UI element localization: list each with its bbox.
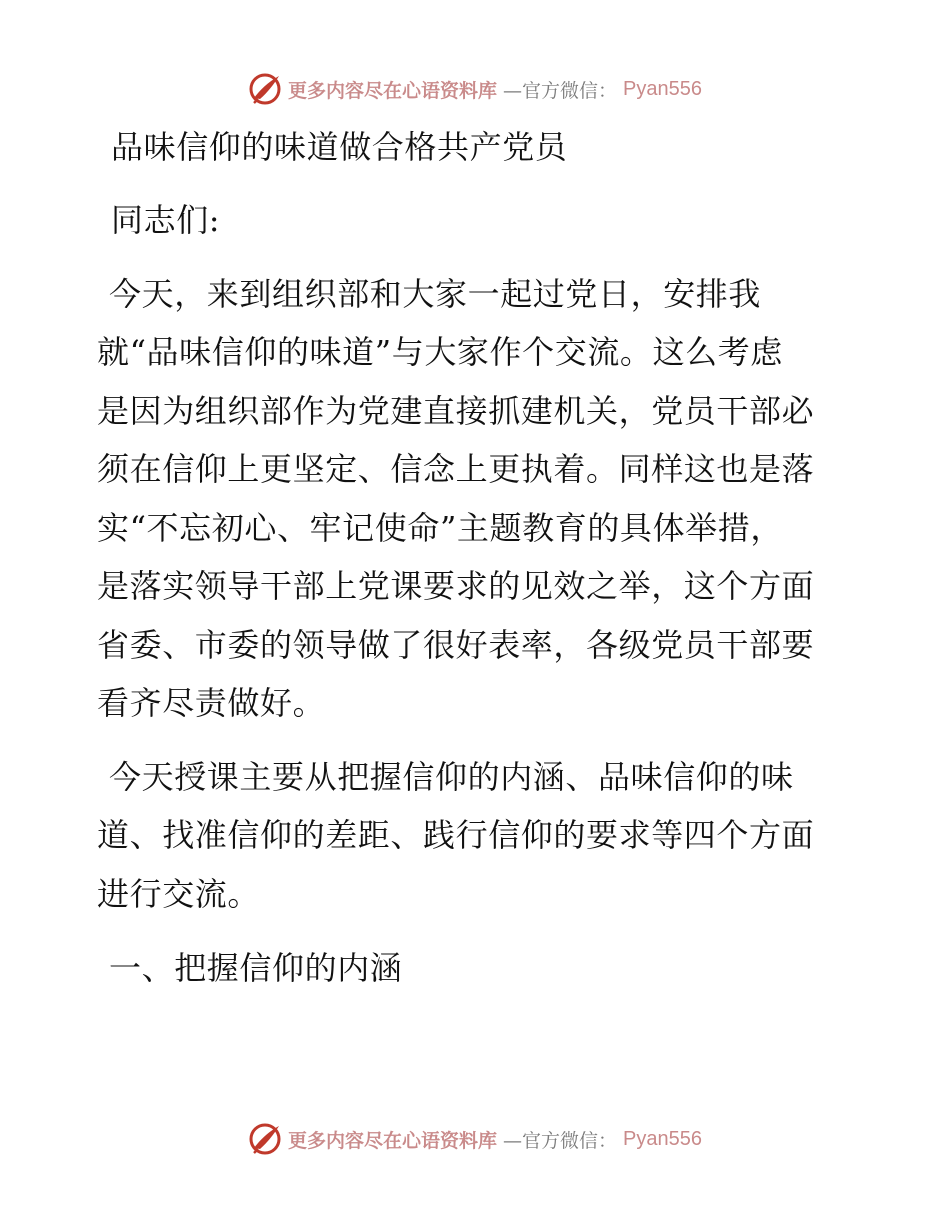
watermark-text: 更多内容尽在心语资料库 <box>288 79 498 102</box>
document-title: 品味信仰的味道做合格共产党员 <box>111 128 568 166</box>
salutation: 同志们: <box>111 201 221 239</box>
paragraph-line: 实“不忘初心、牢记使命”主题教育的具体举措， <box>97 509 783 547</box>
quill-logo-icon <box>248 1122 282 1156</box>
section-heading-1: 一、把握信仰的内涵 <box>109 949 403 987</box>
paragraph-line: 道、找准信仰的差距、践行信仰的要求等四个方面 <box>97 816 815 854</box>
watermark-official-label: —官方微信： <box>503 1129 618 1152</box>
watermark-header <box>0 72 950 106</box>
watermark-official-label: —官方微信： <box>503 79 618 102</box>
paragraph-line: 今天，来到组织部和大家一起过党日，安排我 <box>109 275 762 313</box>
watermark-wechat-id: Pyan556 <box>623 77 702 100</box>
paragraph-line: 须在信仰上更坚定、信念上更执着。同样这也是落 <box>97 450 815 488</box>
watermark-footer <box>0 1122 950 1156</box>
paragraph-line: 就“品味信仰的味道”与大家作个交流。这么考虑 <box>97 333 783 371</box>
paragraph-line: 省委、市委的领导做了很好表率，各级党员干部要 <box>97 626 815 664</box>
watermark-text: 更多内容尽在心语资料库 <box>288 1129 498 1152</box>
watermark-wechat-id: Pyan556 <box>623 1127 702 1150</box>
paragraph-line: 是因为组织部作为党建直接抓建机关，党员干部必 <box>97 392 815 430</box>
paragraph-line: 进行交流。 <box>97 875 261 913</box>
paragraph-line: 看齐尽责做好。 <box>97 684 326 722</box>
paragraph-line: 是落实领导干部上党课要求的见效之举，这个方面 <box>97 567 815 605</box>
quill-logo-icon <box>248 72 282 106</box>
paragraph-line: 今天授课主要从把握信仰的内涵、品味信仰的味 <box>109 758 794 796</box>
